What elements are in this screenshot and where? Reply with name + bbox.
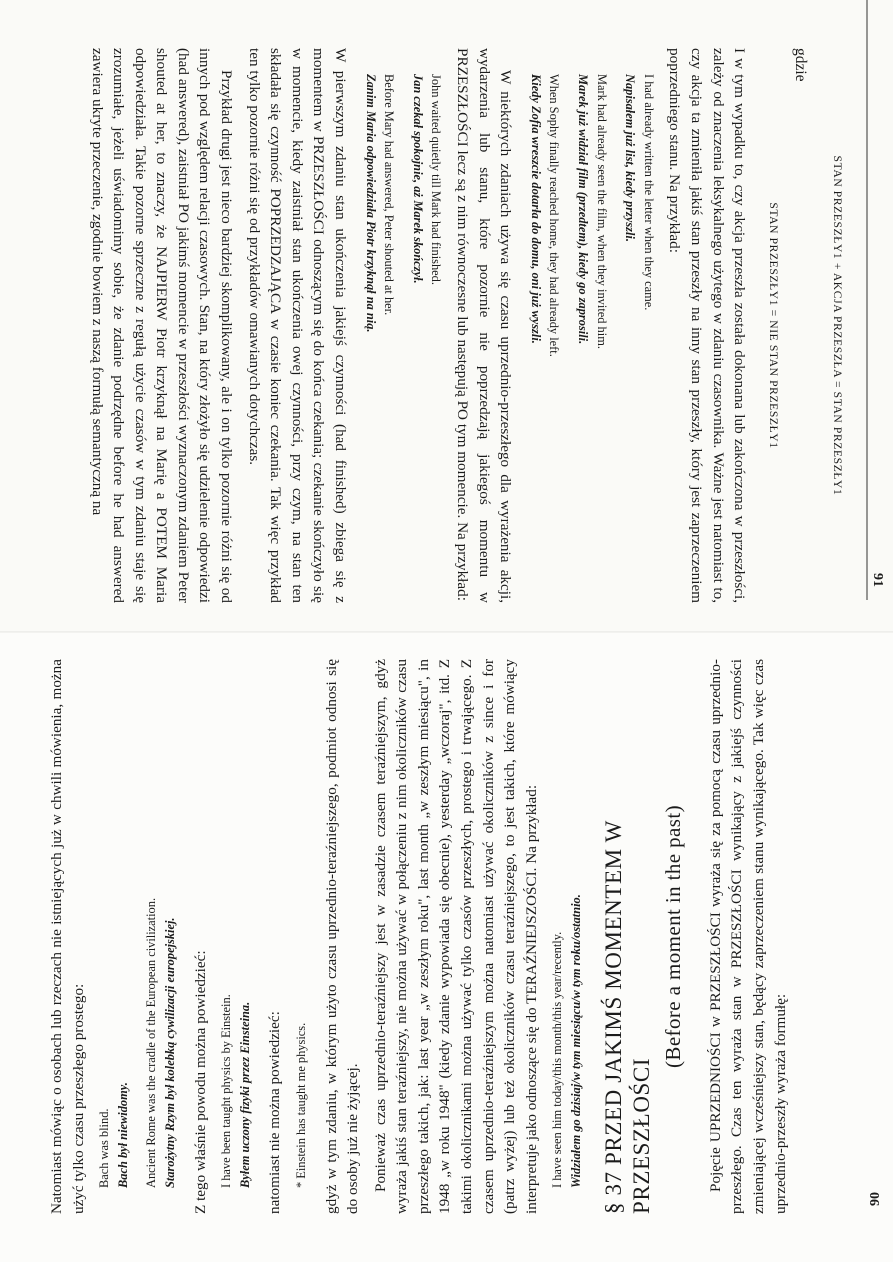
section-title: § 37 PRZED JAKIMŚ MOMENTEM W PRZESZŁOŚCI <box>600 820 655 1214</box>
example-english: I have been taught physics by Einstein. <box>219 994 234 1188</box>
example-polish: Byłem uczony fizyki przez Einsteina. <box>237 1001 252 1188</box>
paragraph: W pierwszym zdaniu stan ukończenia jakiejś czynności (had finished) zbiega się z momentem w PRZESZŁOŚCI odnoszącym się do końca czekania; czekanie skończyło się w momencie, kiedy zaistniał stan ukończenia owej czynności, przy czym, na stan ten składała się czynność POPRZEDZAJĄCA w czasie koniec czekania. Tak więc przykład ten tylko pozornie różni się od przykładów omawianych dotychczas. <box>245 48 349 603</box>
page-90 <box>0 631 893 1262</box>
example <box>548 659 585 1188</box>
page-90-content <box>0 631 893 1262</box>
example-english: Before Mary had answered, Peter shouted at her. <box>382 74 397 316</box>
example <box>361 74 398 603</box>
paragraph: Przykład drugi jest nieco bardziej skomplikowany, ale i on tylko pozornie różni się od innych pod względem relacji czasowych. Stan, na który złożyło się udzielenie odpowiedzi (had answered), zaistniał PO jakimś momencie w przeszłości wyznaczonym zdaniem Peter shouted at her, to znaczy, że NAJPIERW Piotr krzyknął na Marię a POTEM Maria odpowiedziała. Takie pozorne sprzeczne z regułą użycie czasów w tym zdaniu staje się zrozumiałe, jeżeli uświadomimy sobie, że zdanie podrzędne before he had answered zawiera ukryte przeczenie, zgodnie bowiem z naszą formułą semantyczną na <box>88 48 236 603</box>
paragraph: W niektórych zdaniach używa się czasu uprzednio-przeszłego dla wyrażenia akcji, wydarzenia lub stanu, które pozornie nie poprzedzają jakiegoś momentu w PRZESZŁOŚCI lecz są z nim równoczesne lub następują PO tym momencie. Na przykład: <box>453 48 515 603</box>
paragraph: gdyż w tym zdaniu, w którym użyto czasu uprzednio-teraźniejszego, podmiot odnosi się do osoby już nie żyjącej. <box>322 659 362 1214</box>
page-number: 90 <box>868 1192 883 1206</box>
example <box>408 74 445 603</box>
paragraph: I w tym wypadku to, czy akcja przeszła została dokonana lub zakończona w przeszłości, zależy od znaczenia leksykalnego użytego w zdaniu czasownika. Ważne jest natomiast to, czy akcja ta zmieniła jakiś stan przeszły na inny stan przeszły, który jest zaprzeczeniem poprzedniego stanu. Na przykład: <box>666 48 749 603</box>
example-polish: Zanim Maria odpowiedziała Piotr krzyknął na nią. <box>363 74 378 333</box>
example-english: John waited quietly till Mark had finished. <box>429 74 444 285</box>
example-polish: Widziałem go dzisiaj/w tym miesiącu/w tym roku/ostatnio. <box>568 894 583 1188</box>
page-90-column <box>46 659 797 1214</box>
example <box>142 659 179 1188</box>
example <box>292 659 311 1188</box>
example-english: Bach was blind. <box>97 1108 112 1188</box>
gdzie-label: gdzie <box>791 48 809 82</box>
page-91-column <box>80 48 847 603</box>
paragraph: Natomiast mówiąc o osobach lub rzeczach nie istniejących już w chwili mówienia, można użyć tylko czasu przeszłego prostego: <box>48 659 87 1214</box>
example <box>621 74 658 603</box>
example-polish: Marek już widział film (przedtem), kiedy go zaprosili. <box>575 74 590 345</box>
example <box>573 74 610 603</box>
example-english: When Sophy finally reached home, they had already left. <box>547 74 562 357</box>
paragraph: Z tego właśnie powodu można powiedzieć: <box>191 950 209 1214</box>
example <box>95 659 132 1188</box>
paragraph: natomiast nie można powiedzieć: <box>266 1011 284 1214</box>
formula: STAN PRZESZŁY1 = NIE STAN PRZESZŁY1 <box>766 202 780 449</box>
paragraph: Ponieważ czas uprzednio-teraźniejszy jest w zasadzie czasem teraźniejszym, gdyż wyraża jakiś stan teraźniejszy, nie można używać w połączeniu z nim okoliczników czasu przeszłego takich, jak: last year „w zeszłym roku", last month „w zeszłym miesiącu", in 1948 „w roku 1948" (kiedy zdanie wypowiada się obecnie), yesterday „wczoraj", itd. Z takimi okolicznikami można używać tylko czasów przeszłych, prostego i trwającego. Z czasem uprzednio-teraźniejszym można natomiast używać okoliczników z since i for (patrz wyżej) lub też okoliczników czasu teraźniejszego, to jest takich, które mówiący interpretuje jako odnoszące się do TERAŹNIEJSZOŚCI. Na przykład: <box>371 659 540 1214</box>
section-subtitle: (Before a moment in the past) <box>661 805 686 1068</box>
example-polish: Starożytny Rzym był kolebką cywilizacji europejskiej. <box>162 917 177 1188</box>
example <box>526 74 563 603</box>
example-english: I have seen him today/this month/this year/recently. <box>550 931 565 1188</box>
formula: STAN PRZESZŁY1 + AKCJA PRZESZŁA = STAN PRZESZŁY1 <box>831 155 844 496</box>
example-polish: Bach był niewidomy. <box>115 1082 130 1188</box>
page-number: 91 <box>870 573 885 587</box>
example-english: Mark had already seen the film, when they invited him. <box>594 74 609 349</box>
example-polish: Napisałem już list, kiedy przyszli. <box>623 74 638 242</box>
example-incorrect: * Einstein has taught me physics. <box>293 1022 308 1188</box>
example-polish: Jan czekał spokojnie, aż Marek skończył. <box>410 74 425 284</box>
example-english: Ancient Rome was the cradle of the European civilization. <box>144 897 159 1188</box>
example <box>217 659 254 1188</box>
example-english: I had already written the letter when they came. <box>641 74 656 311</box>
paragraph: Pojęcie UPRZEDNIOŚCI w PRZESZŁOŚCI wyraża się za pomocą czasu uprzednio-przeszłego. Czas ten wyraża stan w PRZESZŁOŚCI wynikający z jakiejś czynności zmieniającej wcześniejszy stan, będący zaprzeczeniem stanu wynikającego. Tak więc czas uprzednio-przeszły wyraża formułę: <box>706 659 789 1214</box>
example-polish: Kiedy Zofia wreszcie dotarła do domu, oni już wyszli. <box>528 74 543 344</box>
